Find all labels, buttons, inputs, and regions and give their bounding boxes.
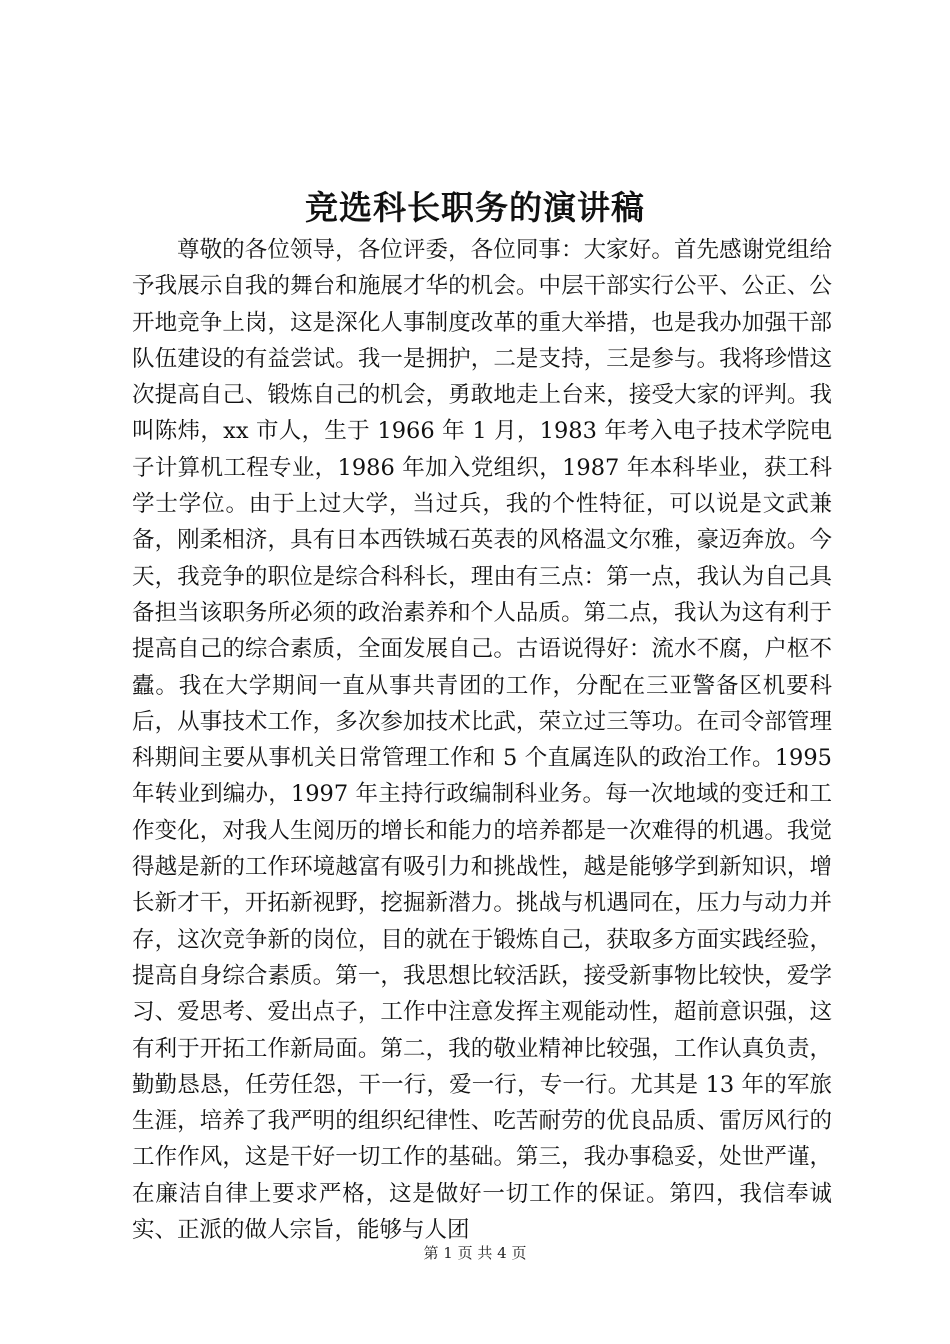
page-number-footer: 第 1 页 共 4 页 [423, 1244, 527, 1262]
document-title: 竞选科长职务的演讲稿 [305, 188, 645, 227]
document-body: 尊敬的各位领导，各位评委，各位同事：大家好。首先感谢党组给予我展示自我的舞台和施展才华的机会。中层干部实行公平、公正、公开地竞争上岗，这是深化人事制度改革的重大举措，也是我办加强干部队伍建设的有益尝试。我一是拥护，二是支持，三是参与。我将珍惜这次提高自己、锻炼自己的机会，勇敢地走上台来，接受大家的评判。我叫陈炜，xx 市人，生于 1966 年 1 月，1983 年考入电子技术学院电子计算机工程专业，1986 年加入党组织，1987 年本科毕业，获工科学士学位。由于上过大学，当过兵，我的个性特征，可以说是文武兼备，刚柔相济，具有日本西铁城石英表的风格温文尔雅，豪迈奔放。今天，我竞争的职位是综合科科长，理由有三点：第一点，我认为自己具备担当该职务所必须的政治素养和个人品质。第二点，我认为这有利于提高自己的综合素质，全面发展自己。古语说得好：流水不腐，户枢不蠹。我在大学期间一直从事共青团的工作，分配在三亚警备区机要科后，从事技术工作，多次参加技术比武，荣立过三等功。在司令部管理科期间主要从事机关日常管理工作和 5 个直属连队的政治工作。1995 年转业到编办，1997 年主持行政编制科业务。每一次地域的变迁和工作变化，对我人生阅历的增长和能力的培养都是一次难得的机遇。我觉得越是新的工作环境越富有吸引力和挑战性，越是能够学到新知识，增长新才干，开拓新视野，挖掘新潜力。挑战与机遇同在，压力与动力并存，这次竞争新的岗位，目的就在于锻炼自己，获取多方面实践经验，提高自身综合素质。第一，我思想比较活跃，接受新事物比较快，爱学习、爱思考、爱出点子，工作中注意发挥主观能动性，超前意识强，这有利于开拓工作新局面。第二，我的敬业精神比较强，工作认真负责，勤勤恳恳，任劳任怨，干一行，爱一行，专一行。尤其是 13 年的军旅生涯，培养了我严明的组织纪律性、吃苦耐劳的优良品质、雷厉风行的工作作风，这是干好一切工作的基础。第三，我办事稳妥，处世严谨，在廉洁自律上要求严格，这是做好一切工作的保证。第四，我信奉诚实、正派的做人宗旨，能够与人团 [132, 237, 832, 1244]
